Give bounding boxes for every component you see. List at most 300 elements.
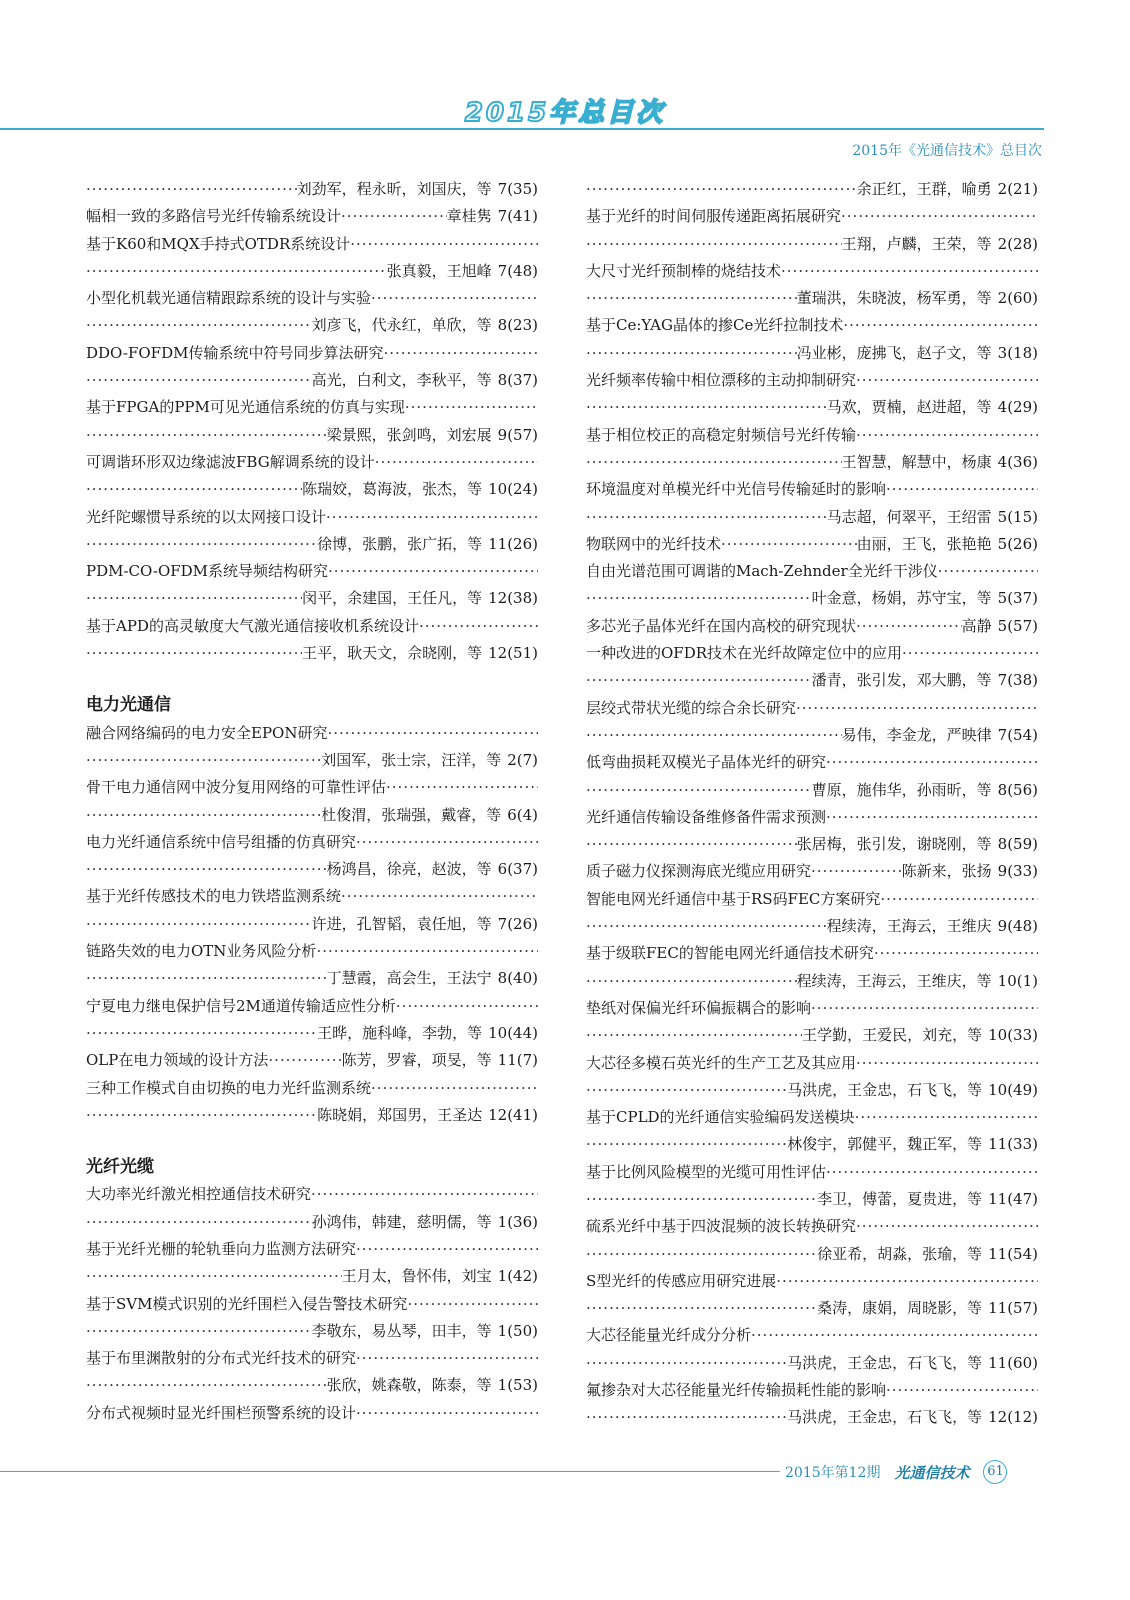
entry-ref: 5(37)	[997, 589, 1038, 608]
toc-entry	[86, 1236, 538, 1263]
entry-authors: 王平，耿天文，佘晓刚，等	[302, 644, 483, 663]
dot-leader	[386, 774, 538, 801]
toc-entry	[86, 938, 538, 965]
toc-byline	[86, 640, 538, 667]
toc-column-left	[86, 176, 538, 1427]
entry-title: 层绞式带状光缆的综合余长研究	[586, 698, 797, 717]
entry-title: 光纤陀螺惯导系统的以太网接口设计	[86, 507, 327, 526]
dot-leader	[796, 695, 1038, 722]
entry-ref: 2(60)	[997, 289, 1038, 308]
dot-leader	[938, 558, 1038, 585]
dot-leader	[856, 367, 1038, 394]
toc-byline	[586, 968, 1038, 995]
toc-entry	[586, 1213, 1038, 1240]
entry-authors-ref	[327, 965, 538, 992]
toc-byline	[86, 585, 538, 612]
toc-entry	[86, 993, 538, 1020]
entry-title: 电力光纤通信系统中信号组播的仿真研究	[86, 832, 357, 851]
entry-title: 一种改进的OFDR技术在光纤故障定位中的应用	[586, 644, 903, 663]
toc-byline	[86, 747, 538, 774]
page-banner: 2015年总目次	[464, 98, 666, 128]
entry-authors: 易伟，李金龙，严映律	[841, 725, 992, 744]
toc-byline	[586, 1350, 1038, 1377]
entry-authors-ref	[812, 667, 1038, 694]
entry-title: 大尺寸光纤预制棒的烧结技术	[586, 261, 782, 280]
toc-entry	[86, 613, 538, 640]
dot-leader	[86, 1102, 317, 1129]
dot-leader	[371, 285, 538, 312]
entry-title: 宁夏电力继电保护信号2M通道传输适应性分析	[86, 996, 396, 1015]
dot-leader	[586, 504, 827, 531]
toc-byline	[586, 1131, 1038, 1158]
entry-authors: 陈瑞姣，葛海波，张杰，等	[302, 480, 483, 499]
toc-byline	[86, 531, 538, 558]
entry-ref: 11(57)	[988, 1299, 1038, 1318]
dot-leader	[86, 856, 327, 883]
entry-title: 基于CPLD的光纤通信实验编码发送模块	[586, 1108, 855, 1127]
entry-title: 多芯光子晶体光纤在国内高校的研究现状	[586, 616, 857, 635]
dot-leader	[586, 913, 827, 940]
toc-entry	[86, 203, 538, 230]
entry-ref: 12(12)	[988, 1408, 1038, 1427]
entry-authors-ref	[317, 531, 538, 558]
entry-authors: 张居梅，张引发，谢晓刚，等	[796, 835, 992, 854]
toc-byline	[86, 802, 538, 829]
entry-title: 基于FPGA的PPM可见光通信系统的仿真与实现	[86, 398, 405, 417]
dot-leader	[586, 1295, 817, 1322]
entry-authors-ref	[342, 1263, 538, 1290]
entry-authors: 余正红，王群，喻勇	[856, 180, 992, 198]
toc-entry	[86, 1400, 538, 1427]
toc-entry	[86, 774, 538, 801]
dot-leader	[86, 258, 387, 285]
entry-authors-ref	[321, 747, 538, 774]
entry-authors-ref	[962, 613, 1038, 640]
entry-authors: 王智慧，解慧中，杨康	[841, 452, 992, 471]
dot-leader	[586, 667, 812, 694]
dot-leader	[886, 1377, 1038, 1404]
dot-leader	[586, 1186, 817, 1213]
dot-leader	[356, 829, 538, 856]
entry-title: PDM-CO-OFDM系统导频结构研究	[86, 562, 329, 581]
entry-authors-ref	[812, 777, 1038, 804]
entry-ref: 2(28)	[997, 234, 1038, 253]
entry-ref: 11(60)	[988, 1353, 1038, 1372]
dot-leader	[586, 176, 857, 203]
entry-authors: 李卫，傅蕾，夏贵进，等	[817, 1189, 983, 1208]
entry-ref: 7(54)	[997, 725, 1038, 744]
toc-entry	[86, 231, 538, 258]
entry-authors: 程续涛，王海云，王维庆，等	[796, 971, 992, 990]
entry-ref: 1(50)	[497, 1321, 538, 1340]
entry-authors-ref	[787, 1077, 1038, 1104]
entry-title: 小型化机载光通信精跟踪系统的设计与实验	[86, 289, 372, 308]
toc-byline	[586, 1295, 1038, 1322]
entry-authors: 章桂隽	[446, 207, 492, 226]
toc-entry	[586, 367, 1038, 394]
dot-leader	[586, 231, 842, 258]
entry-ref: 10(1)	[997, 971, 1038, 990]
entry-authors: 冯业彬，庞拂飞，赵子文，等	[796, 343, 992, 362]
dot-leader	[841, 203, 1038, 230]
dot-leader	[855, 1104, 1038, 1131]
dot-leader	[316, 938, 538, 965]
dot-leader	[751, 1322, 1038, 1349]
dot-leader	[586, 449, 842, 476]
toc-entry	[586, 749, 1038, 776]
toc-byline	[586, 667, 1038, 694]
entry-authors: 王学勤，王爱民，刘充，等	[802, 1026, 983, 1045]
toc-entry	[586, 640, 1038, 667]
toc-entry	[86, 558, 538, 585]
entry-authors: 马志超，何翠平，王绍雷	[826, 507, 992, 526]
dot-leader	[902, 640, 1038, 667]
entry-ref: 1(36)	[497, 1212, 538, 1231]
dot-leader	[586, 1077, 787, 1104]
toc-byline	[86, 258, 538, 285]
entry-ref: 8(37)	[497, 371, 538, 390]
entry-title: 大功率光纤激光相控通信技术研究	[86, 1185, 312, 1204]
toc-entry	[586, 558, 1038, 585]
entry-authors: 高静	[961, 616, 992, 635]
entry-title: 三种工作模式自由切换的电力光纤监测系统	[86, 1078, 372, 1097]
toc-byline	[586, 585, 1038, 612]
entry-authors: 杨鸿昌，徐亮，赵波，等	[326, 860, 492, 879]
dot-leader	[86, 367, 312, 394]
dot-leader	[776, 1268, 1038, 1295]
toc-byline	[586, 1241, 1038, 1268]
entry-authors-ref	[827, 394, 1038, 421]
entry-authors: 王翔，卢麟，王荣，等	[841, 234, 992, 253]
entry-ref: 4(29)	[997, 398, 1038, 417]
dot-leader	[856, 613, 962, 640]
entry-authors-ref	[857, 176, 1038, 203]
toc-byline	[86, 367, 538, 394]
dot-leader	[326, 504, 538, 531]
toc-byline	[586, 913, 1038, 940]
toc-entry	[586, 695, 1038, 722]
entry-authors-ref	[797, 285, 1038, 312]
entry-title: 基于SVM模式识别的光纤围栏入侵告警技术研究	[86, 1294, 408, 1313]
dot-leader	[586, 1350, 787, 1377]
entry-title: 硫系光纤中基于四波混频的波长转换研究	[586, 1217, 857, 1236]
entry-ref: 5(26)	[997, 534, 1038, 553]
toc-byline	[586, 722, 1038, 749]
entry-ref: 11(7)	[497, 1051, 538, 1070]
toc-byline	[586, 777, 1038, 804]
entry-title: 基于相位校正的高稳定射频信号光纤传输	[586, 425, 857, 444]
entry-title: 大芯径能量光纤成分分析	[586, 1326, 752, 1345]
entry-ref: 1(42)	[497, 1267, 538, 1286]
dot-leader	[356, 1236, 538, 1263]
toc-entry	[586, 312, 1038, 339]
entry-title: 基于比例风险模型的光缆可用性评估	[586, 1162, 827, 1181]
dot-leader	[327, 720, 538, 747]
entry-authors: 董瑞洪，朱晓波，杨军勇，等	[796, 289, 992, 308]
dot-leader	[86, 747, 321, 774]
section-heading: 电力光通信	[86, 695, 171, 716]
entry-authors: 闵平，余建国，王任凡，等	[302, 589, 483, 608]
dot-leader	[86, 531, 317, 558]
entry-title: 基于APD的高灵敏度大气激光通信接收机系统设计	[86, 616, 419, 635]
toc-entry	[586, 531, 1038, 558]
dot-leader	[268, 1047, 341, 1074]
dot-leader	[856, 1213, 1038, 1240]
page-number: 61	[983, 1460, 1007, 1484]
entry-ref: 3(18)	[997, 343, 1038, 362]
toc-entry	[586, 1377, 1038, 1404]
toc-entry	[586, 476, 1038, 503]
issue-label: 2015年第12期	[785, 1465, 881, 1481]
dot-leader	[341, 883, 538, 910]
toc-entry	[586, 203, 1038, 230]
toc-entry	[86, 394, 538, 421]
entry-title: 质子磁力仪探测海底光缆应用研究	[586, 862, 812, 881]
entry-title: 骨干电力通信网中波分复用网络的可靠性评估	[86, 778, 387, 797]
toc-entry	[86, 1075, 538, 1102]
dot-leader	[880, 886, 1038, 913]
entry-authors: 高光，白利文，李秋平，等	[311, 371, 492, 390]
entry-title: 光纤通信传输设备维修备件需求预测	[586, 807, 827, 826]
entry-ref: 8(40)	[497, 969, 538, 988]
toc-entry	[86, 720, 538, 747]
dot-leader	[86, 1372, 327, 1399]
toc-entry	[586, 886, 1038, 913]
dot-leader	[86, 1209, 312, 1236]
dot-leader	[86, 1020, 317, 1047]
dot-leader	[886, 476, 1038, 503]
entry-authors-ref	[447, 203, 538, 230]
entry-title: 可调谐环形双边缘滤波FBG解调系统的设计	[86, 452, 375, 471]
entry-authors-ref	[827, 913, 1038, 940]
entry-authors: 李敬东，易丛琴，田丰，等	[311, 1321, 492, 1340]
dot-leader	[371, 1075, 538, 1102]
entry-title: 链路失效的电力OTN业务风险分析	[86, 942, 317, 961]
toc-byline	[586, 1186, 1038, 1213]
toc-byline	[586, 1077, 1038, 1104]
entry-ref: 10(33)	[988, 1026, 1038, 1045]
dot-leader	[86, 312, 312, 339]
entry-authors-ref	[302, 640, 538, 667]
dot-leader	[341, 203, 447, 230]
toc-byline	[586, 176, 1038, 203]
entry-authors-ref	[797, 340, 1038, 367]
entry-ref: 8(59)	[997, 835, 1038, 854]
toc-entry	[586, 1159, 1038, 1186]
dot-leader	[586, 1404, 787, 1431]
toc-column-right	[586, 176, 1038, 1432]
toc-entry	[586, 422, 1038, 449]
entry-title: 融合网络编码的电力安全EPON研究	[86, 723, 328, 742]
toc-entry	[586, 1104, 1038, 1131]
section-heading: 光纤光缆	[86, 1157, 154, 1178]
toc-byline	[586, 231, 1038, 258]
dot-leader	[350, 231, 538, 258]
entry-authors-ref	[802, 1022, 1038, 1049]
dot-leader	[721, 531, 857, 558]
entry-title: 基于布里渊散射的分布式光纤技术的研究	[86, 1349, 357, 1368]
entry-title: 智能电网光纤通信中基于RS码FEC方案研究	[586, 889, 881, 908]
entry-authors: 徐博，张鹏，张广拓，等	[317, 534, 483, 553]
dot-leader	[356, 1345, 538, 1372]
toc-entry	[586, 940, 1038, 967]
header-rule	[0, 128, 1044, 130]
dot-leader	[781, 258, 1038, 285]
entry-ref: 7(26)	[497, 914, 538, 933]
toc-byline	[586, 1022, 1038, 1049]
entry-title: 基于Ce:YAG晶体的掺Ce光纤拉制技术	[586, 316, 844, 335]
entry-authors-ref	[817, 1295, 1038, 1322]
entry-authors-ref	[342, 1047, 538, 1074]
entry-ref: 11(47)	[988, 1189, 1038, 1208]
entry-ref: 12(41)	[488, 1105, 538, 1124]
entry-authors: 刘劲军，程永昕，刘国庆，等	[296, 180, 492, 198]
entry-ref: 11(54)	[988, 1244, 1038, 1263]
entry-authors: 程续涛，王海云，王维庆	[826, 917, 992, 936]
entry-authors: 梁景熙，张剑鸣，刘宏展	[326, 425, 492, 444]
entry-ref: 11(33)	[988, 1135, 1038, 1154]
toc-entry	[586, 1268, 1038, 1295]
entry-ref: 7(41)	[497, 207, 538, 226]
entry-title: 基于光纤的时间伺服传递距离拓展研究	[586, 207, 842, 226]
toc-byline	[86, 1263, 538, 1290]
toc-byline	[586, 831, 1038, 858]
toc-byline	[586, 340, 1038, 367]
dot-leader	[405, 394, 538, 421]
dot-leader	[86, 640, 302, 667]
entry-title: 垫纸对保偏光纤环偏振耦合的影响	[586, 998, 812, 1017]
entry-authors-ref	[797, 968, 1038, 995]
entry-title: 环境温度对单模光纤中光信号传输延时的影响	[586, 480, 887, 499]
entry-authors-ref	[327, 856, 538, 883]
entry-authors: 王月太，鲁怀伟，刘宝	[341, 1267, 492, 1286]
entry-authors-ref	[327, 1372, 538, 1399]
entry-authors-ref	[317, 1020, 538, 1047]
toc-entry	[586, 258, 1038, 285]
entry-authors-ref	[827, 504, 1038, 531]
entry-authors: 叶金意，杨娟，苏守宝，等	[811, 589, 992, 608]
dot-leader	[826, 1159, 1038, 1186]
dot-leader	[328, 558, 538, 585]
entry-authors: 陈晓娟，郑国男，王圣达	[317, 1105, 483, 1124]
entry-authors: 徐亚希，胡淼，张瑜，等	[817, 1244, 983, 1263]
dot-leader	[86, 585, 302, 612]
dot-leader	[383, 340, 538, 367]
dot-leader	[586, 722, 842, 749]
dot-leader	[843, 312, 1038, 339]
entry-authors-ref	[842, 722, 1038, 749]
dot-leader	[874, 940, 1038, 967]
toc-byline	[86, 312, 538, 339]
entry-authors-ref	[312, 1209, 538, 1236]
dot-leader	[86, 802, 321, 829]
toc-entry	[586, 804, 1038, 831]
footer-rule	[0, 1471, 780, 1472]
toc-byline	[86, 856, 538, 883]
toc-entry	[86, 1047, 538, 1074]
entry-title: 幅相一致的多路信号光纤传输系统设计	[86, 207, 342, 226]
dot-leader	[86, 965, 327, 992]
entry-ref: 2(21)	[997, 180, 1038, 198]
entry-ref: 8(23)	[497, 316, 538, 335]
entry-authors-ref	[902, 858, 1038, 885]
entry-authors: 张真毅，王旭峰	[386, 261, 492, 280]
entry-authors: 许进，孔智韬，袁任旭，等	[311, 914, 492, 933]
entry-title: 自由光谱范围可调谐的Mach-Zehnder全光纤干涉仪	[586, 562, 938, 581]
entry-authors: 王晔，施科峰，李勃，等	[317, 1023, 483, 1042]
dot-leader	[586, 777, 812, 804]
entry-ref: 12(51)	[488, 644, 538, 663]
entry-authors-ref	[387, 258, 538, 285]
toc-entry	[86, 504, 538, 531]
entry-ref: 7(38)	[997, 671, 1038, 690]
toc-byline	[586, 1404, 1038, 1431]
toc-entry	[86, 829, 538, 856]
toc-entry	[86, 1291, 538, 1318]
toc-entry	[586, 858, 1038, 885]
entry-authors-ref	[312, 367, 538, 394]
dot-leader	[86, 176, 297, 203]
entry-authors-ref	[787, 1131, 1038, 1158]
entry-authors: 陈芳，罗睿，项旻，等	[341, 1051, 492, 1070]
toc-entry	[86, 285, 538, 312]
dot-leader	[811, 995, 1038, 1022]
entry-authors: 丁慧霞，高会生，王法宁	[326, 969, 492, 988]
entry-authors-ref	[302, 476, 538, 503]
entry-title: 基于光纤传感技术的电力铁塔监测系统	[86, 887, 342, 906]
entry-authors: 林俊宇，郭健平，魏正军，等	[787, 1135, 983, 1154]
dot-leader	[826, 804, 1038, 831]
entry-title: DDO-FOFDM传输系统中符号同步算法研究	[86, 343, 384, 362]
dot-leader	[811, 858, 902, 885]
dot-leader	[86, 911, 312, 938]
toc-entry	[86, 449, 538, 476]
toc-entry	[586, 1322, 1038, 1349]
entry-authors: 刘彦飞，代永红，单欣，等	[311, 316, 492, 335]
entry-authors-ref	[817, 1241, 1038, 1268]
entry-authors-ref	[312, 1318, 538, 1345]
page-footer	[785, 1460, 1007, 1484]
entry-authors-ref	[327, 422, 538, 449]
entry-authors: 曹原，施伟华，孙雨昕，等	[811, 780, 992, 799]
entry-authors: 由丽，王飞，张艳艳	[856, 534, 992, 553]
toc-byline	[86, 1372, 538, 1399]
entry-ref: 9(48)	[997, 917, 1038, 936]
magazine-logo: 光通信技术	[894, 1463, 970, 1482]
toc-entry	[586, 613, 1038, 640]
dot-leader	[86, 1263, 342, 1290]
toc-byline	[86, 1020, 538, 1047]
entry-authors: 马洪虎，王金忠，石飞飞，等	[787, 1408, 983, 1427]
entry-authors: 杜俊渭，张瑞强，戴睿，等	[321, 805, 502, 824]
entry-authors: 潘青，张引发，邓大鹏，等	[811, 671, 992, 690]
entry-authors-ref	[312, 312, 538, 339]
dot-leader	[86, 1318, 312, 1345]
entry-title: 氟掺杂对大芯径能量光纤传输损耗性能的影响	[586, 1381, 887, 1400]
toc-byline	[86, 911, 538, 938]
dot-leader	[586, 340, 797, 367]
dot-leader	[407, 1291, 538, 1318]
entry-ref: 10(49)	[988, 1080, 1038, 1099]
entry-authors: 张欣，姚森敬，陈泰，等	[326, 1376, 492, 1395]
entry-title: S型光纤的传感应用研究进展	[586, 1271, 777, 1290]
entry-title: 大芯径多模石英光纤的生产工艺及其应用	[586, 1053, 857, 1072]
toc-byline	[586, 394, 1038, 421]
entry-authors-ref	[317, 1102, 538, 1129]
entry-authors: 孙鸿伟，韩建，慈明儒，等	[311, 1212, 492, 1231]
entry-title: 低弯曲损耗双模光子晶体光纤的研究	[586, 753, 827, 772]
entry-ref: 6(37)	[497, 860, 538, 879]
